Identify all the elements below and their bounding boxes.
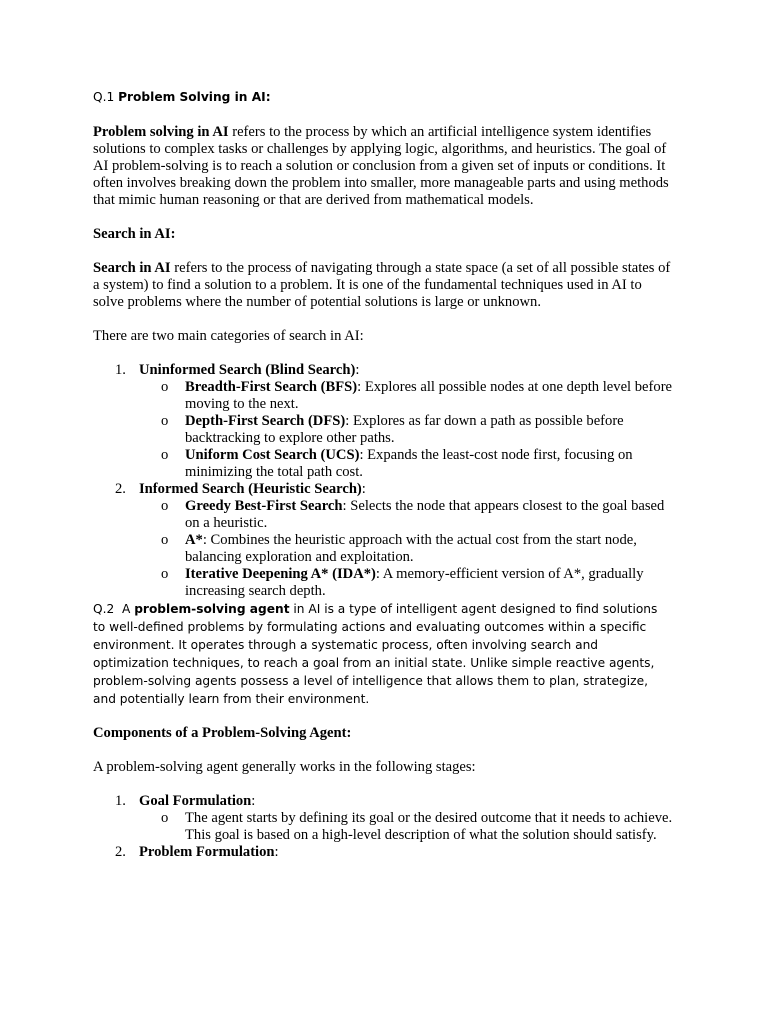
item-term: Iterative Deepening A* (IDA*) [185, 566, 376, 582]
item-term: Depth-First Search (DFS) [185, 413, 346, 429]
q2-text: in AI is a type of intelligent agent designed to find solutions to well-defined problems by formulating actions and evaluating outcomes within a specific environment. It operates through a systematic process, often involving search and optimization techniques, to reach a goal from an initial state. Unlike simple reactive agents, problem-solving agents possess a level of intelligence that allows them to plan, strategize, and potentially learn from their environment. [93, 602, 658, 706]
stage-label: Problem Formulation [139, 844, 275, 860]
list-marker: 1. [115, 793, 126, 809]
stage-label: Goal Formulation [139, 793, 252, 809]
item-term: Greedy Best-First Search [185, 498, 343, 514]
q2-term: problem-solving agent [134, 602, 290, 616]
category-label: Uninformed Search (Blind Search) [139, 362, 356, 378]
stages-list [93, 793, 673, 861]
list-item: 2. Informed Search (Heuristic Search): o Greedy Best-First Search: Selects the node that appears closest to the goal based on a heuristic. o A*: Combines the heuristic approach with the actual cost from the start node, balancing exploration and exploitation. o Iterative Deepening A* (IDA*): A memory-efficient version of A*, gradually increasing search depth. [93, 481, 673, 600]
bullet-marker: o [161, 566, 169, 582]
list-item [139, 379, 673, 413]
list-item [139, 566, 673, 600]
item-term: Uniform Cost Search (UCS) [185, 447, 360, 463]
bullet-marker: o [161, 413, 169, 429]
categories-intro: There are two main categories of search in AI: [93, 328, 364, 344]
problem-solving-text: refers to the process by which an artificial intelligence system identifies solutions to complex tasks or challenges by applying logic, algorithms, and heuristics. The goal of AI problem-solving is to reach a solution or conclusion from a given set of inputs or conditions. It often involves breaking down the problem into smaller, more manageable parts and using methods that mimic human reasoning or that are derived from mathematical models. [93, 124, 669, 208]
bullet-marker: o [161, 532, 169, 548]
q2-number: Q.2 [93, 602, 115, 616]
bullet-marker: o [161, 379, 169, 395]
problem-solving-term: Problem solving in AI [93, 124, 229, 140]
item-text: : Explores as far down a path as possible before backtracking to explore other paths. [185, 413, 624, 446]
list-item: 1. Goal Formulation: o The agent starts by defining its goal or the desired outcome that it needs to achieve. This goal is based on a high-level description of what the solution should satisfy. [115, 793, 673, 843]
q1-title: Problem Solving in AI: [118, 90, 271, 104]
search-heading: Search in AI: [93, 226, 176, 242]
search-definition-paragraph [93, 260, 673, 311]
stages-intro: A problem-solving agent generally works in the following stages: [93, 759, 476, 775]
search-categories-list [93, 362, 673, 600]
item-text: : Combines the heuristic approach with the actual cost from the start node, balancing exploration and exploitation. [185, 532, 637, 565]
list-marker: 1. [115, 362, 126, 378]
q1-number: Q.1 [93, 90, 115, 104]
q2-paragraph: Q.2 A problem-solving agent in AI is a type of intelligent agent designed to find solutions to well-defined problems by formulating actions and evaluating outcomes within a specific environment. It operates through a systematic process, often involving search and optimization techniques, to reach a goal from an initial state. Unlike simple reactive agents, problem-solving agents possess a level of intelligence that allows them to plan, strategize, and potentially learn from their environment. [93, 602, 658, 706]
bullet-marker: o [161, 498, 169, 514]
category-label: Informed Search (Heuristic Search) [139, 481, 362, 497]
list-item: 2. Problem Formulation: [115, 844, 279, 860]
item-text: : Expands the least-cost node first, focusing on minimizing the total path cost. [185, 447, 633, 480]
sub-list [139, 810, 673, 844]
bullet-marker: o [161, 447, 169, 463]
search-term: Search in AI [93, 260, 171, 276]
item-text: : Selects the node that appears closest to the goal based on a heuristic. [185, 498, 665, 531]
list-marker: 2. [115, 481, 126, 497]
search-text: refers to the process of navigating through a state space (a set of all possible states of a system) to find a solution to a problem. It is one of the fundamental techniques used in AI to solve problems where the number of potential solutions is large or unknown. [93, 260, 671, 310]
document-page [93, 88, 673, 861]
list-item [139, 498, 673, 532]
list-item [139, 447, 673, 481]
components-heading: Components of a Problem-Solving Agent: [93, 725, 352, 741]
item-text: The agent starts by defining its goal or the desired outcome that it needs to achieve. This goal is based on a high-level description of what the solution should satisfy. [185, 810, 673, 843]
problem-solving-paragraph [93, 124, 673, 209]
sub-list [139, 379, 673, 481]
list-item [139, 810, 673, 844]
item-text: : Explores all possible nodes at one depth level before moving to the next. [185, 379, 673, 412]
list-item [139, 532, 673, 566]
item-term: Breadth-First Search (BFS) [185, 379, 358, 395]
q1-heading [93, 88, 673, 106]
bullet-marker: o [161, 810, 169, 826]
item-text: : A memory-efficient version of A*, gradually increasing search depth. [185, 566, 644, 599]
list-item: 1. Uninformed Search (Blind Search): o Breadth-First Search (BFS): Explores all possible nodes at one depth level before moving to the next. o Depth-First Search (DFS): Explores as far down a path as possible before backtracking to explore other paths. o Uniform Cost Search (UCS): Expands the least-cost node first, focusing on minimizing the total path cost. [115, 362, 673, 480]
sub-list [139, 498, 673, 600]
list-marker: 2. [115, 844, 126, 860]
item-term: A* [185, 532, 203, 548]
list-item [139, 413, 673, 447]
